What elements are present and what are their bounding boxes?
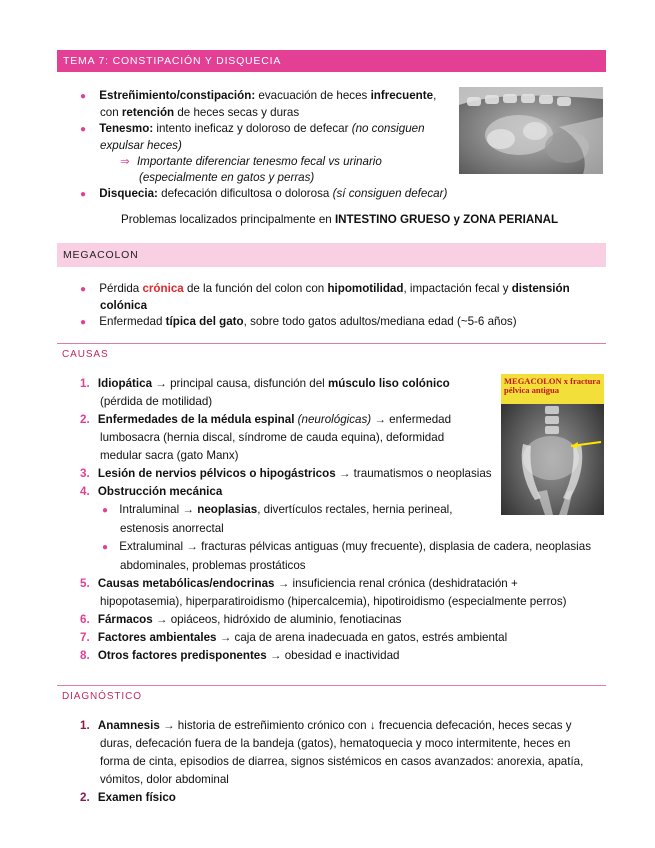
text: Intraluminal → — [119, 503, 198, 516]
list-item-cont: expulsar heces) — [100, 139, 182, 152]
text-strong: Lesión de nervios pélvicos o hipogástricos — [97, 467, 336, 480]
xray-label: MEGACOLON x fractura pélvica antigua — [504, 376, 601, 395]
section-banner-title — [57, 50, 606, 72]
list-number: 5. — [80, 577, 90, 590]
text-strong: neoplasias — [197, 503, 258, 516]
divider — [57, 343, 606, 344]
text-highlight: crónica — [142, 282, 184, 295]
text-strong: retención — [121, 106, 175, 119]
list-item — [80, 314, 600, 331]
text-italic: (sí consiguen defecar) — [332, 187, 448, 200]
list-number: 2. — [80, 413, 90, 426]
text: → obesidad e inactividad — [266, 649, 400, 662]
text: → historia de estreñimiento crónico con ↓ frecuencia defecación, heces secas y — [159, 719, 572, 732]
list-item-cont: hipopotasemia), hiperparatiroidismo (hipercalcemia), hipotiroidismo (especialmente perros) — [100, 595, 567, 608]
text-strong: hipomotilidad — [327, 282, 404, 295]
text-strong: Anamnesis — [97, 719, 160, 732]
sub-list-item-cont: abdominales, problemas prostáticos — [120, 559, 306, 572]
text-italic: Importante diferenciar tenesmo fecal vs urinario — [136, 155, 382, 168]
list-item-cont — [80, 105, 450, 121]
text-strong: Factores ambientales — [97, 631, 217, 644]
text: Enfermedad — [99, 315, 166, 328]
xray-image-abdomen — [459, 87, 603, 174]
causas-list — [80, 375, 605, 665]
text-strong: colónica — [100, 299, 148, 312]
text-strong: Idiopática — [97, 377, 153, 390]
text-strong: infrecuente — [370, 89, 434, 102]
text: , impactación fecal y — [403, 282, 512, 295]
text: Pérdida — [99, 282, 143, 295]
text-italic: (no consiguen — [351, 122, 425, 135]
text: intento ineficaz y doloroso de defecar — [153, 122, 352, 135]
text: → traumatismos o neoplasias — [335, 467, 492, 480]
text: → caja de arena inadecuada en gatos, estrés ambiental — [216, 631, 508, 644]
list-item — [80, 717, 605, 735]
sub-list-item — [80, 501, 605, 520]
list-number: 6. — [80, 613, 90, 626]
megacolon-list — [80, 281, 600, 331]
text: → insuficiencia renal crónica (deshidratación + — [274, 577, 518, 590]
term: Tenesmo: — [99, 122, 154, 135]
list-item — [80, 647, 605, 665]
text: evacuación de heces — [255, 89, 371, 102]
list-number: 1. — [80, 719, 90, 732]
bullet-icon: ● — [102, 542, 109, 553]
text: → opiáceos, hidróxido de aluminio, fenotiacinas — [152, 613, 402, 626]
text-italic: (neurológicas) — [294, 413, 372, 426]
summary-line — [121, 212, 558, 228]
bullet-icon: ● — [80, 317, 87, 328]
text: defecación dificultosa o dolorosa — [157, 187, 333, 200]
intro-list — [80, 88, 450, 203]
page-title: TEMA 7: CONSTIPACIÓN Y DISQUECIA — [63, 55, 282, 67]
list-item-cont: medular sacra (gato Manx) — [100, 449, 239, 462]
list-item — [80, 611, 605, 629]
list-item-cont: forma de cinta, episodios de diarrea, signos sistémicos en casos avanzados: anorexia, apatía, — [100, 755, 584, 768]
list-item — [80, 88, 450, 105]
list-item — [80, 575, 605, 593]
text: → enfermedad — [371, 413, 452, 426]
text: , divertículos rectales, hernia perineal, — [257, 503, 453, 516]
diagnostico-list — [80, 717, 605, 807]
list-number: 2. — [80, 791, 90, 804]
text: , — [433, 89, 437, 102]
text-strong: Otros factores predisponentes — [97, 649, 267, 662]
list-number: 1. — [80, 377, 90, 390]
list-number: 3. — [80, 467, 90, 480]
list-number: 4. — [80, 485, 90, 498]
bullet-icon: ● — [80, 189, 87, 200]
arrow-note — [80, 154, 450, 170]
list-item-cont: lumbosacra (hernia discal, síndrome de cauda equina), deformidad — [100, 431, 445, 444]
list-item — [80, 483, 605, 501]
list-item — [80, 789, 605, 807]
list-number: 8. — [80, 649, 90, 662]
section-title: MEGACOLON — [63, 249, 139, 261]
text-strong: Fármacos — [97, 613, 153, 626]
list-item — [80, 465, 605, 483]
text-strong: distensión — [511, 282, 570, 295]
list-item — [80, 629, 605, 647]
text: de la función del colon con — [183, 282, 328, 295]
text-strong: músculo liso colónico — [327, 377, 450, 390]
section-title-causas: CAUSAS — [62, 349, 109, 360]
term: Estreñimiento/constipación: — [99, 89, 256, 102]
text-strong: típica del gato — [165, 315, 244, 328]
list-item — [80, 281, 600, 298]
sub-list-item-cont: estenosis anorrectal — [120, 522, 224, 535]
xray-graphic — [459, 87, 603, 174]
text: Extraluminal → fracturas pélvicas antiguas (muy frecuente), displasia de cadera, neoplasias — [119, 540, 591, 553]
text-strong: INTESTINO GRUESO y ZONA PERIANAL — [334, 213, 559, 226]
list-item-cont — [80, 298, 600, 314]
bullet-icon: ● — [80, 91, 87, 102]
text-strong: Examen físico — [97, 791, 176, 804]
text-strong: Enfermedades de la médula espinal — [97, 413, 295, 426]
text: con — [100, 106, 122, 119]
list-item — [80, 411, 605, 429]
double-arrow-icon: ⇒ — [120, 155, 130, 168]
list-item-cont: (pérdida de motilidad) — [100, 395, 213, 408]
list-item — [80, 121, 450, 138]
list-item-cont: duras, defecación fuera de la bandeja (gatos), hematoquecia y moco intermitente, heces en — [100, 737, 571, 750]
list-item — [80, 186, 450, 203]
text-strong: Causas metabólicas/endocrinas — [97, 577, 275, 590]
bullet-icon: ● — [80, 284, 87, 295]
text: → principal causa, disfunción del — [152, 377, 328, 390]
section-banner-megacolon — [57, 243, 606, 267]
text: Problemas localizados principalmente en — [121, 213, 335, 226]
list-item — [80, 375, 605, 393]
bullet-icon: ● — [80, 124, 87, 135]
list-number: 7. — [80, 631, 90, 644]
bullet-icon: ● — [102, 505, 109, 516]
section-title-diagnostico: DIAGNÓSTICO — [62, 691, 142, 702]
text-strong: Obstrucción mecánica — [97, 485, 223, 498]
list-item-cont: vómitos, dolor abdominal — [100, 773, 229, 786]
arrow-note-cont: (especialmente en gatos y perras) — [139, 171, 315, 184]
sub-list-item — [80, 538, 605, 557]
term: Disquecia: — [99, 187, 158, 200]
text: de heces secas y duras — [174, 106, 300, 119]
divider — [57, 685, 606, 686]
text: , sobre todo gatos adultos/mediana edad (~5-6 años) — [243, 315, 517, 328]
